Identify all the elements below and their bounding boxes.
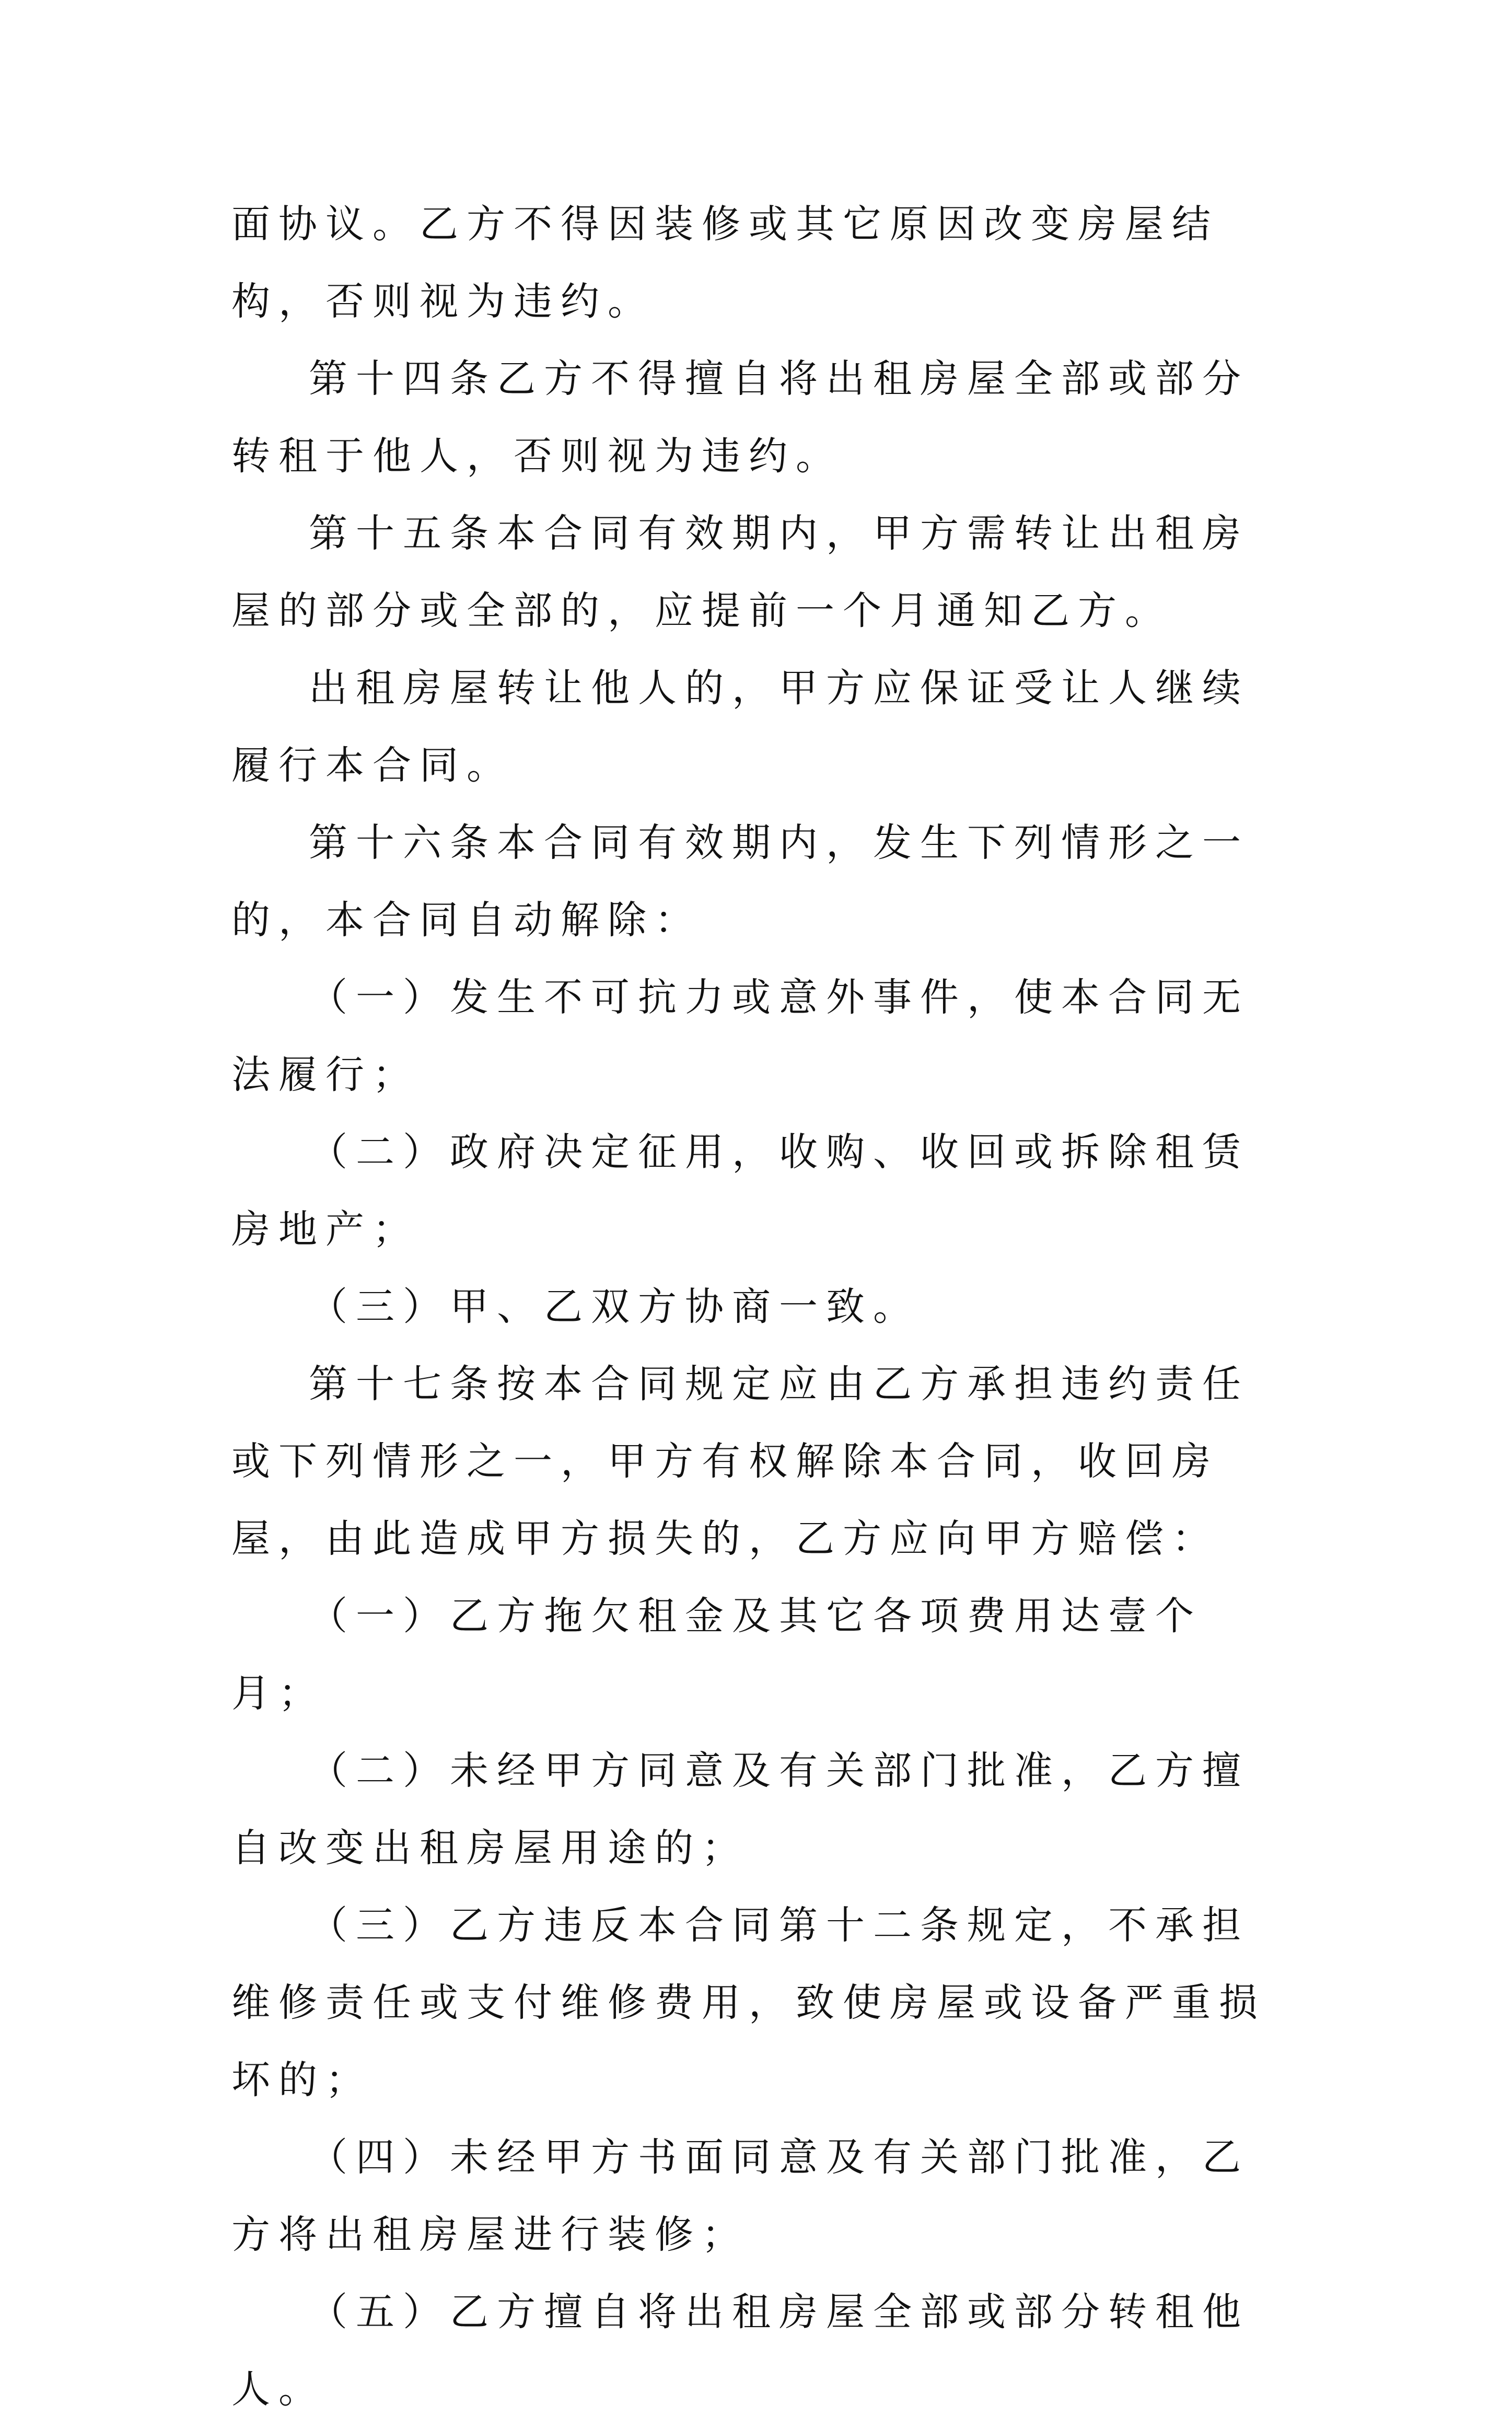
- list-item: （一）发生不可抗力或意外事件，使本合同无法履行；: [231, 975, 1249, 1097]
- list-item: （四）未经甲方书面同意及有关部门批准，乙方将出租房屋进行装修；: [231, 2135, 1249, 2257]
- list-item: （二）未经甲方同意及有关部门批准，乙方擅自改变出租房屋用途的；: [231, 1748, 1249, 1871]
- list-item: （二）政府决定征用，收购、收回或拆除租赁房地产；: [231, 1130, 1249, 1252]
- list-item: （五）乙方擅自将出租房屋全部或部分转租他人。: [231, 2290, 1249, 2412]
- paragraph: 出租房屋转让他人的，甲方应保证受让人继续履行本合同。: [231, 666, 1249, 788]
- paragraph-article-16: 第十六条本合同有效期内，发生下列情形之一的，本合同自动解除：: [231, 820, 1249, 943]
- paragraph-article-14: 第十四条乙方不得擅自将出租房屋全部或部分转租于他人，否则视为违约。: [231, 356, 1249, 479]
- list-item: （三）乙方违反本合同第十二条规定，不承担维修责任或支付维修费用，致使房屋或设备严重损坏的；: [231, 1903, 1266, 2102]
- paragraph-article-17: 第十七条按本合同规定应由乙方承担违约责任或下列情形之一，甲方有权解除本合同，收回房屋，由此造成甲方损失的，乙方应向甲方赔偿：: [231, 1362, 1249, 1561]
- document-body: [231, 185, 1292, 2428]
- paragraph: 面协议。乙方不得因装修或其它原因改变房屋结构，否则视为违约。: [231, 202, 1219, 324]
- paragraph-article-15: 第十五条本合同有效期内，甲方需转让出租房屋的部分或全部的，应提前一个月通知乙方。: [231, 511, 1249, 633]
- list-item: （三）甲、乙双方协商一致。: [309, 1284, 920, 1329]
- list-item: （一）乙方拖欠租金及其它各项费用达壹个月；: [231, 1594, 1202, 1716]
